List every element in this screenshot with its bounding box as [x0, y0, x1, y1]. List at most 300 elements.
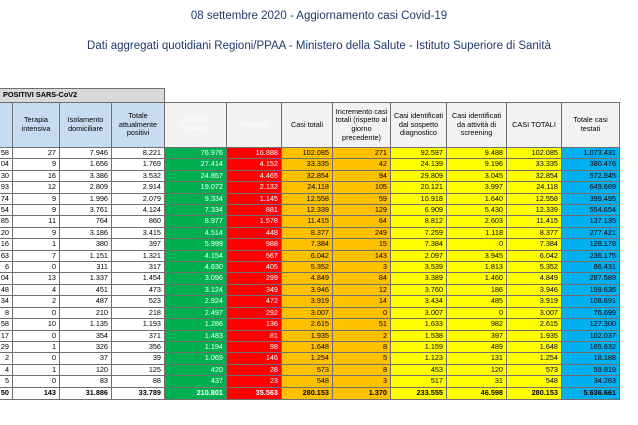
- table-row: [0, 273, 620, 284]
- cell-incremento-casi: 15: [333, 239, 391, 250]
- cell-casi-screening: 131: [447, 353, 507, 364]
- cell-incremento-casi: 3: [333, 262, 391, 273]
- cell-casi-totali-2: 12.339: [507, 205, 562, 216]
- cell-region-cut: 5: [0, 376, 13, 387]
- cell-incremento-casi: 249: [333, 227, 391, 238]
- cell-deceduti: 472: [227, 296, 282, 307]
- cell-casi-totali: 1.935: [282, 330, 333, 341]
- cell-deceduti: 1.578: [227, 216, 282, 227]
- cell-terapia-intensiva: 27: [13, 148, 60, 159]
- cell-casi-totali: 5.352: [282, 262, 333, 273]
- table-row: [0, 216, 620, 227]
- cell-casi-totali: 32.854: [282, 170, 333, 181]
- cell-casi-totali: 2.615: [282, 319, 333, 330]
- total-casi-sospetto-diagnostico: 233.555: [391, 387, 447, 399]
- cell-isolamento-domiciliare: 3.386: [60, 170, 112, 181]
- table-row: [0, 159, 620, 170]
- cell-terapia-intensiva: 0: [13, 262, 60, 273]
- cell-terapia-intensiva: 11: [13, 216, 60, 227]
- cell-dimessi-guariti: 4.514: [165, 227, 227, 238]
- cell-casi-screening: 0: [447, 239, 507, 250]
- cell-isolamento-domiciliare: 326: [60, 341, 112, 352]
- cell-casi-totali-2: 1.935: [507, 330, 562, 341]
- cell-totale-positivi: 2.914: [112, 182, 165, 193]
- cell-dimessi-guariti: 4.630: [165, 262, 227, 273]
- cell-isolamento-domiciliare: 1.337: [60, 273, 112, 284]
- cell-totale-positivi: 371: [112, 330, 165, 341]
- group-header-spacer: [165, 89, 620, 103]
- cell-dimessi-guariti: 420: [165, 364, 227, 375]
- cell-deceduti: 4.465: [227, 170, 282, 181]
- cell-dimessi-guariti: 76.976: [165, 148, 227, 159]
- cell-deceduti: 28: [227, 364, 282, 375]
- cell-casi-screening: 982: [447, 319, 507, 330]
- cell-deceduti: 136: [227, 319, 282, 330]
- cell-casi-sospetto-diagnostico: 3.007: [391, 307, 447, 318]
- cell-incremento-casi: 271: [333, 148, 391, 159]
- cell-incremento-casi: 0: [333, 307, 391, 318]
- cell-casi-screening: 5.430: [447, 205, 507, 216]
- header-dimessi-guariti: DIMESSI GUARITI: [165, 103, 227, 148]
- cell-region-cut: 04: [0, 273, 13, 284]
- cell-totale-positivi: 8.221: [112, 148, 165, 159]
- cell-region-cut: 93: [0, 182, 13, 193]
- cell-incremento-casi: 64: [333, 216, 391, 227]
- group-header-row: [0, 89, 620, 103]
- cell-region-cut: 58: [0, 319, 13, 330]
- cell-casi-totali: 548: [282, 376, 333, 387]
- table-row: [0, 341, 620, 352]
- cell-terapia-intensiva: 9: [13, 205, 60, 216]
- cell-casi-sospetto-diagnostico: 517: [391, 376, 447, 387]
- cell-terapia-intensiva: 0: [13, 353, 60, 364]
- cell-totale-positivi: 88: [112, 376, 165, 387]
- cell-casi-sospetto-diagnostico: 453: [391, 364, 447, 375]
- cell-casi-screening: 120: [447, 364, 507, 375]
- table-row: [0, 262, 620, 273]
- header-region-cut: [0, 103, 13, 148]
- cell-region-cut: 29: [0, 341, 13, 352]
- cell-terapia-intensiva: 1: [13, 341, 60, 352]
- cell-totale-casi-testati: 554.654: [562, 205, 620, 216]
- table-row: [0, 250, 620, 261]
- cell-casi-screening: 1.813: [447, 262, 507, 273]
- cell-casi-totali: 3.946: [282, 284, 333, 295]
- totals-row: [0, 387, 620, 399]
- cell-casi-totali-2: 1.254: [507, 353, 562, 364]
- cell-casi-totali-2: 4.849: [507, 273, 562, 284]
- cell-dimessi-guariti: 2.924: [165, 296, 227, 307]
- cell-casi-totali-2: 32.854: [507, 170, 562, 181]
- cell-totale-positivi: 860: [112, 216, 165, 227]
- total-casi-totali-2: 280.153: [507, 387, 562, 399]
- total-casi-totali: 280.153: [282, 387, 333, 399]
- table-row: [0, 227, 620, 238]
- cell-incremento-casi: 8: [333, 364, 391, 375]
- header-casi-screening: Casi identificati da attività di screening: [447, 103, 507, 148]
- cell-totale-positivi: 523: [112, 296, 165, 307]
- cell-incremento-casi: 143: [333, 250, 391, 261]
- cell-incremento-casi: 12: [333, 284, 391, 295]
- cell-incremento-casi: 3: [333, 376, 391, 387]
- cell-casi-totali: 1.648: [282, 341, 333, 352]
- cell-casi-sospetto-diagnostico: 92.597: [391, 148, 447, 159]
- cell-casi-totali: 1.254: [282, 353, 333, 364]
- cell-isolamento-domiciliare: 380: [60, 239, 112, 250]
- cell-dimessi-guariti: 437: [165, 376, 227, 387]
- cell-dimessi-guariti: 1.483: [165, 330, 227, 341]
- cell-terapia-intensiva: 10: [13, 319, 60, 330]
- cell-casi-totali-2: 5.352: [507, 262, 562, 273]
- report-source-subtitle: Dati aggregati quotidiani Regioni/PPAA - Ministero della Salute - Istituto Superiore di Sanità: [87, 40, 551, 52]
- cell-totale-casi-testati: 236.175: [562, 250, 620, 261]
- total-dimessi-guariti: 210.801: [165, 387, 227, 399]
- cell-isolamento-domiciliare: 311: [60, 262, 112, 273]
- total-deceduti: 35.563: [227, 387, 282, 399]
- cell-casi-totali-2: 102.085: [507, 148, 562, 159]
- cell-deceduti: 1.145: [227, 193, 282, 204]
- cell-isolamento-domiciliare: 210: [60, 307, 112, 318]
- table-row: [0, 330, 620, 341]
- cell-casi-totali-2: 24.118: [507, 182, 562, 193]
- cell-dimessi-guariti: 27.414: [165, 159, 227, 170]
- table-row: [0, 182, 620, 193]
- cell-region-cut: 04: [0, 159, 13, 170]
- cell-terapia-intensiva: 7: [13, 250, 60, 261]
- cell-terapia-intensiva: 0: [13, 376, 60, 387]
- cell-casi-totali: 8.377: [282, 227, 333, 238]
- cell-totale-casi-testati: 649.669: [562, 182, 620, 193]
- cell-totale-casi-testati: 399.495: [562, 193, 620, 204]
- cell-region-cut: 85: [0, 216, 13, 227]
- cell-totale-positivi: 2.079: [112, 193, 165, 204]
- cell-casi-totali-2: 8.377: [507, 227, 562, 238]
- cell-totale-positivi: 218: [112, 307, 165, 318]
- cell-terapia-intensiva: 1: [13, 364, 60, 375]
- cell-region-cut: 30: [0, 170, 13, 181]
- cell-isolamento-domiciliare: 83: [60, 376, 112, 387]
- cell-deceduti: 405: [227, 262, 282, 273]
- total-incremento-casi: 1.370: [333, 387, 391, 399]
- cell-casi-totali-2: 2.615: [507, 319, 562, 330]
- cell-casi-sospetto-diagnostico: 20.121: [391, 182, 447, 193]
- cell-casi-totali-2: 3.946: [507, 284, 562, 295]
- cell-casi-totali: 3.007: [282, 307, 333, 318]
- cell-dimessi-guariti: 3.096: [165, 273, 227, 284]
- cell-casi-screening: 3.997: [447, 182, 507, 193]
- cell-casi-screening: 489: [447, 341, 507, 352]
- cell-dimessi-guariti: 24.857: [165, 170, 227, 181]
- cell-totale-positivi: 1.321: [112, 250, 165, 261]
- cell-deceduti: 4.152: [227, 159, 282, 170]
- cell-incremento-casi: 84: [333, 273, 391, 284]
- cell-totale-positivi: 125: [112, 364, 165, 375]
- cell-casi-sospetto-diagnostico: 7.259: [391, 227, 447, 238]
- cell-casi-totali: 33.335: [282, 159, 333, 170]
- cell-isolamento-domiciliare: 354: [60, 330, 112, 341]
- cell-casi-screening: 485: [447, 296, 507, 307]
- cell-region-cut: 8: [0, 307, 13, 318]
- cell-isolamento-domiciliare: 1.996: [60, 193, 112, 204]
- cell-region-cut: 4: [0, 364, 13, 375]
- cell-totale-casi-testati: 108.691: [562, 296, 620, 307]
- cell-region-cut: 48: [0, 284, 13, 295]
- cell-casi-screening: 9.196: [447, 159, 507, 170]
- cell-isolamento-domiciliare: 1.151: [60, 250, 112, 261]
- header-isolamento-domiciliare: Isolamento domiciliare: [60, 103, 112, 148]
- header-casi-sospetto-diagnostico: Casi identificati dal sospetto diagnostico: [391, 103, 447, 148]
- cell-casi-screening: 1.460: [447, 273, 507, 284]
- table-row: [0, 296, 620, 307]
- table-row: [0, 239, 620, 250]
- cell-totale-positivi: 356: [112, 341, 165, 352]
- cell-deceduti: 881: [227, 205, 282, 216]
- cell-incremento-casi: 59: [333, 193, 391, 204]
- cell-terapia-intensiva: 13: [13, 273, 60, 284]
- cell-totale-casi-testati: 127.300: [562, 319, 620, 330]
- cell-casi-sospetto-diagnostico: 3.389: [391, 273, 447, 284]
- cell-casi-screening: 31: [447, 376, 507, 387]
- cell-totale-casi-testati: 102.037: [562, 330, 620, 341]
- total-region-cut: 50: [0, 387, 13, 399]
- cell-totale-casi-testati: 165.632: [562, 341, 620, 352]
- cell-casi-sospetto-diagnostico: 8.812: [391, 216, 447, 227]
- table-body: [0, 148, 620, 400]
- cell-deceduti: 16.888: [227, 148, 282, 159]
- cell-casi-totali-2: 3.007: [507, 307, 562, 318]
- cell-dimessi-guariti: 1.194: [165, 341, 227, 352]
- cell-casi-totali: 102.085: [282, 148, 333, 159]
- cell-totale-positivi: 3.532: [112, 170, 165, 181]
- cell-totale-casi-testati: 34.263: [562, 376, 620, 387]
- header-incremento-casi: Incremento casi totali (rispetto al giorno precedente): [333, 103, 391, 148]
- cell-incremento-casi: 94: [333, 170, 391, 181]
- table-row: [0, 307, 620, 318]
- cell-terapia-intensiva: 0: [13, 330, 60, 341]
- cell-casi-totali: 3.919: [282, 296, 333, 307]
- cell-casi-sospetto-diagnostico: 10.918: [391, 193, 447, 204]
- cell-region-cut: 54: [0, 205, 13, 216]
- cell-casi-totali: 24.118: [282, 182, 333, 193]
- cell-region-cut: 34: [0, 296, 13, 307]
- cell-casi-screening: 0: [447, 307, 507, 318]
- cell-totale-positivi: 39: [112, 353, 165, 364]
- cell-casi-totali-2: 3.919: [507, 296, 562, 307]
- cell-isolamento-domiciliare: 764: [60, 216, 112, 227]
- header-casi-totali-2: CASI TOTALI: [507, 103, 562, 148]
- cell-deceduti: 146: [227, 353, 282, 364]
- cell-casi-totali-2: 7.384: [507, 239, 562, 250]
- cell-casi-screening: 3.045: [447, 170, 507, 181]
- table-row: [0, 353, 620, 364]
- column-header-row: [0, 103, 620, 148]
- cell-terapia-intensiva: 9: [13, 159, 60, 170]
- covid-data-table-area: [0, 88, 638, 425]
- cell-isolamento-domiciliare: 37: [60, 353, 112, 364]
- cell-dimessi-guariti: 7.334: [165, 205, 227, 216]
- table-row: [0, 170, 620, 181]
- header-deceduti: Deceduti: [227, 103, 282, 148]
- cell-dimessi-guariti: 3.124: [165, 284, 227, 295]
- cell-totale-casi-testati: 277.421: [562, 227, 620, 238]
- cell-casi-sospetto-diagnostico: 24.139: [391, 159, 447, 170]
- cell-casi-screening: 1.118: [447, 227, 507, 238]
- cell-dimessi-guariti: 8.977: [165, 216, 227, 227]
- cell-casi-totali-2: 548: [507, 376, 562, 387]
- cell-incremento-casi: 14: [333, 296, 391, 307]
- cell-deceduti: 81: [227, 330, 282, 341]
- cell-dimessi-guariti: 1.286: [165, 319, 227, 330]
- cell-casi-sospetto-diagnostico: 6.909: [391, 205, 447, 216]
- cell-deceduti: 2.132: [227, 182, 282, 193]
- cell-casi-sospetto-diagnostico: 1.633: [391, 319, 447, 330]
- positivi-group-header: POSITIVI SARS-CoV2: [0, 89, 165, 103]
- cell-terapia-intensiva: 12: [13, 182, 60, 193]
- cell-casi-totali: 4.849: [282, 273, 333, 284]
- cell-totale-casi-testati: 76.699: [562, 307, 620, 318]
- table-row: [0, 284, 620, 295]
- cell-casi-totali: 12.558: [282, 193, 333, 204]
- cell-casi-sospetto-diagnostico: 1.123: [391, 353, 447, 364]
- cell-incremento-casi: 8: [333, 341, 391, 352]
- total-totale-positivi: 33.789: [112, 387, 165, 399]
- header-totale-positivi: Totale attualmente positivi: [112, 103, 165, 148]
- cell-dimessi-guariti: 4.154: [165, 250, 227, 261]
- cell-deceduti: 23: [227, 376, 282, 387]
- cell-incremento-casi: 42: [333, 159, 391, 170]
- cell-totale-casi-testati: 128.178: [562, 239, 620, 250]
- cell-deceduti: 448: [227, 227, 282, 238]
- cell-totale-casi-testati: 137.135: [562, 216, 620, 227]
- cell-totale-casi-testati: 86.431: [562, 262, 620, 273]
- cell-casi-screening: 3.945: [447, 250, 507, 261]
- cell-isolamento-domiciliare: 1.135: [60, 319, 112, 330]
- cell-totale-positivi: 473: [112, 284, 165, 295]
- cell-deceduti: 292: [227, 307, 282, 318]
- total-terapia-intensiva: 143: [13, 387, 60, 399]
- cell-deceduti: 349: [227, 284, 282, 295]
- cell-dimessi-guariti: 2.497: [165, 307, 227, 318]
- header-totale-casi-testati: Totale casi testati: [562, 103, 620, 148]
- cell-casi-totali-2: 573: [507, 364, 562, 375]
- total-totale-casi-testati: 5.636.661: [562, 387, 620, 399]
- cell-dimessi-guariti: 5.999: [165, 239, 227, 250]
- cell-terapia-intensiva: 2: [13, 296, 60, 307]
- cell-totale-casi-testati: 572.945: [562, 170, 620, 181]
- cell-casi-sospetto-diagnostico: 1.538: [391, 330, 447, 341]
- cell-casi-screening: 9.488: [447, 148, 507, 159]
- cell-casi-screening: 1.640: [447, 193, 507, 204]
- cell-terapia-intensiva: 0: [13, 307, 60, 318]
- cell-casi-totali-2: 1.648: [507, 341, 562, 352]
- cell-incremento-casi: 2: [333, 330, 391, 341]
- cell-totale-positivi: 397: [112, 239, 165, 250]
- cell-region-cut: 17: [0, 330, 13, 341]
- cell-totale-positivi: 1.769: [112, 159, 165, 170]
- cell-casi-totali: 11.415: [282, 216, 333, 227]
- cell-incremento-casi: 105: [333, 182, 391, 193]
- table-row: [0, 148, 620, 159]
- cell-region-cut: 20: [0, 227, 13, 238]
- table-row: [0, 376, 620, 387]
- cell-deceduti: 988: [227, 239, 282, 250]
- cell-dimessi-guariti: 9.334: [165, 193, 227, 204]
- table-row: [0, 364, 620, 375]
- cell-region-cut: 63: [0, 250, 13, 261]
- cell-isolamento-domiciliare: 451: [60, 284, 112, 295]
- total-isolamento-domiciliare: 31.886: [60, 387, 112, 399]
- cell-incremento-casi: 129: [333, 205, 391, 216]
- cell-casi-totali-2: 11.415: [507, 216, 562, 227]
- header-terapia-intensiva: Terapia intensiva: [13, 103, 60, 148]
- cell-casi-sospetto-diagnostico: 3.434: [391, 296, 447, 307]
- cell-casi-screening: 397: [447, 330, 507, 341]
- cell-terapia-intensiva: 9: [13, 193, 60, 204]
- cell-totale-positivi: 1.193: [112, 319, 165, 330]
- cell-casi-sospetto-diagnostico: 1.159: [391, 341, 447, 352]
- covid-data-table: [0, 88, 620, 400]
- cell-isolamento-domiciliare: 7.946: [60, 148, 112, 159]
- cell-terapia-intensiva: 9: [13, 227, 60, 238]
- cell-totale-positivi: 1.454: [112, 273, 165, 284]
- cell-terapia-intensiva: 4: [13, 284, 60, 295]
- table-row: [0, 205, 620, 216]
- cell-totale-casi-testati: 18.188: [562, 353, 620, 364]
- cell-region-cut: 16: [0, 239, 13, 250]
- cell-casi-sospetto-diagnostico: 3.539: [391, 262, 447, 273]
- cell-casi-screening: 2.603: [447, 216, 507, 227]
- cell-casi-totali: 6.042: [282, 250, 333, 261]
- cell-casi-totali: 12.339: [282, 205, 333, 216]
- cell-totale-positivi: 3.415: [112, 227, 165, 238]
- cell-casi-sospetto-diagnostico: 2.097: [391, 250, 447, 261]
- cell-totale-casi-testati: 159.635: [562, 284, 620, 295]
- cell-casi-totali: 7.384: [282, 239, 333, 250]
- cell-terapia-intensiva: 16: [13, 170, 60, 181]
- cell-isolamento-domiciliare: 2.809: [60, 182, 112, 193]
- cell-casi-screening: 186: [447, 284, 507, 295]
- cell-isolamento-domiciliare: 487: [60, 296, 112, 307]
- cell-incremento-casi: 5: [333, 353, 391, 364]
- total-casi-screening: 46.598: [447, 387, 507, 399]
- header-casi-totali: Casi totali: [282, 103, 333, 148]
- cell-casi-totali: 573: [282, 364, 333, 375]
- cell-deceduti: 299: [227, 273, 282, 284]
- cell-region-cut: 2: [0, 353, 13, 364]
- cell-totale-casi-testati: 380.476: [562, 159, 620, 170]
- cell-totale-casi-testati: 287.589: [562, 273, 620, 284]
- cell-isolamento-domiciliare: 3.186: [60, 227, 112, 238]
- cell-dimessi-guariti: 1.069: [165, 353, 227, 364]
- cell-casi-sospetto-diagnostico: 7.384: [391, 239, 447, 250]
- cell-terapia-intensiva: 1: [13, 239, 60, 250]
- cell-deceduti: 567: [227, 250, 282, 261]
- cell-totale-casi-testati: 59.819: [562, 364, 620, 375]
- cell-totale-positivi: 4.124: [112, 205, 165, 216]
- cell-casi-totali-2: 33.335: [507, 159, 562, 170]
- cell-isolamento-domiciliare: 3.761: [60, 205, 112, 216]
- cell-deceduti: 98: [227, 341, 282, 352]
- cell-casi-sospetto-diagnostico: 29.809: [391, 170, 447, 181]
- cell-incremento-casi: 51: [333, 319, 391, 330]
- table-row: [0, 319, 620, 330]
- cell-isolamento-domiciliare: 120: [60, 364, 112, 375]
- cell-casi-sospetto-diagnostico: 3.760: [391, 284, 447, 295]
- table-row: [0, 193, 620, 204]
- cell-region-cut: 74: [0, 193, 13, 204]
- cell-casi-totali-2: 6.042: [507, 250, 562, 261]
- report-date-title: 08 settembre 2020 - Aggiornamento casi Covid-19: [190, 10, 448, 22]
